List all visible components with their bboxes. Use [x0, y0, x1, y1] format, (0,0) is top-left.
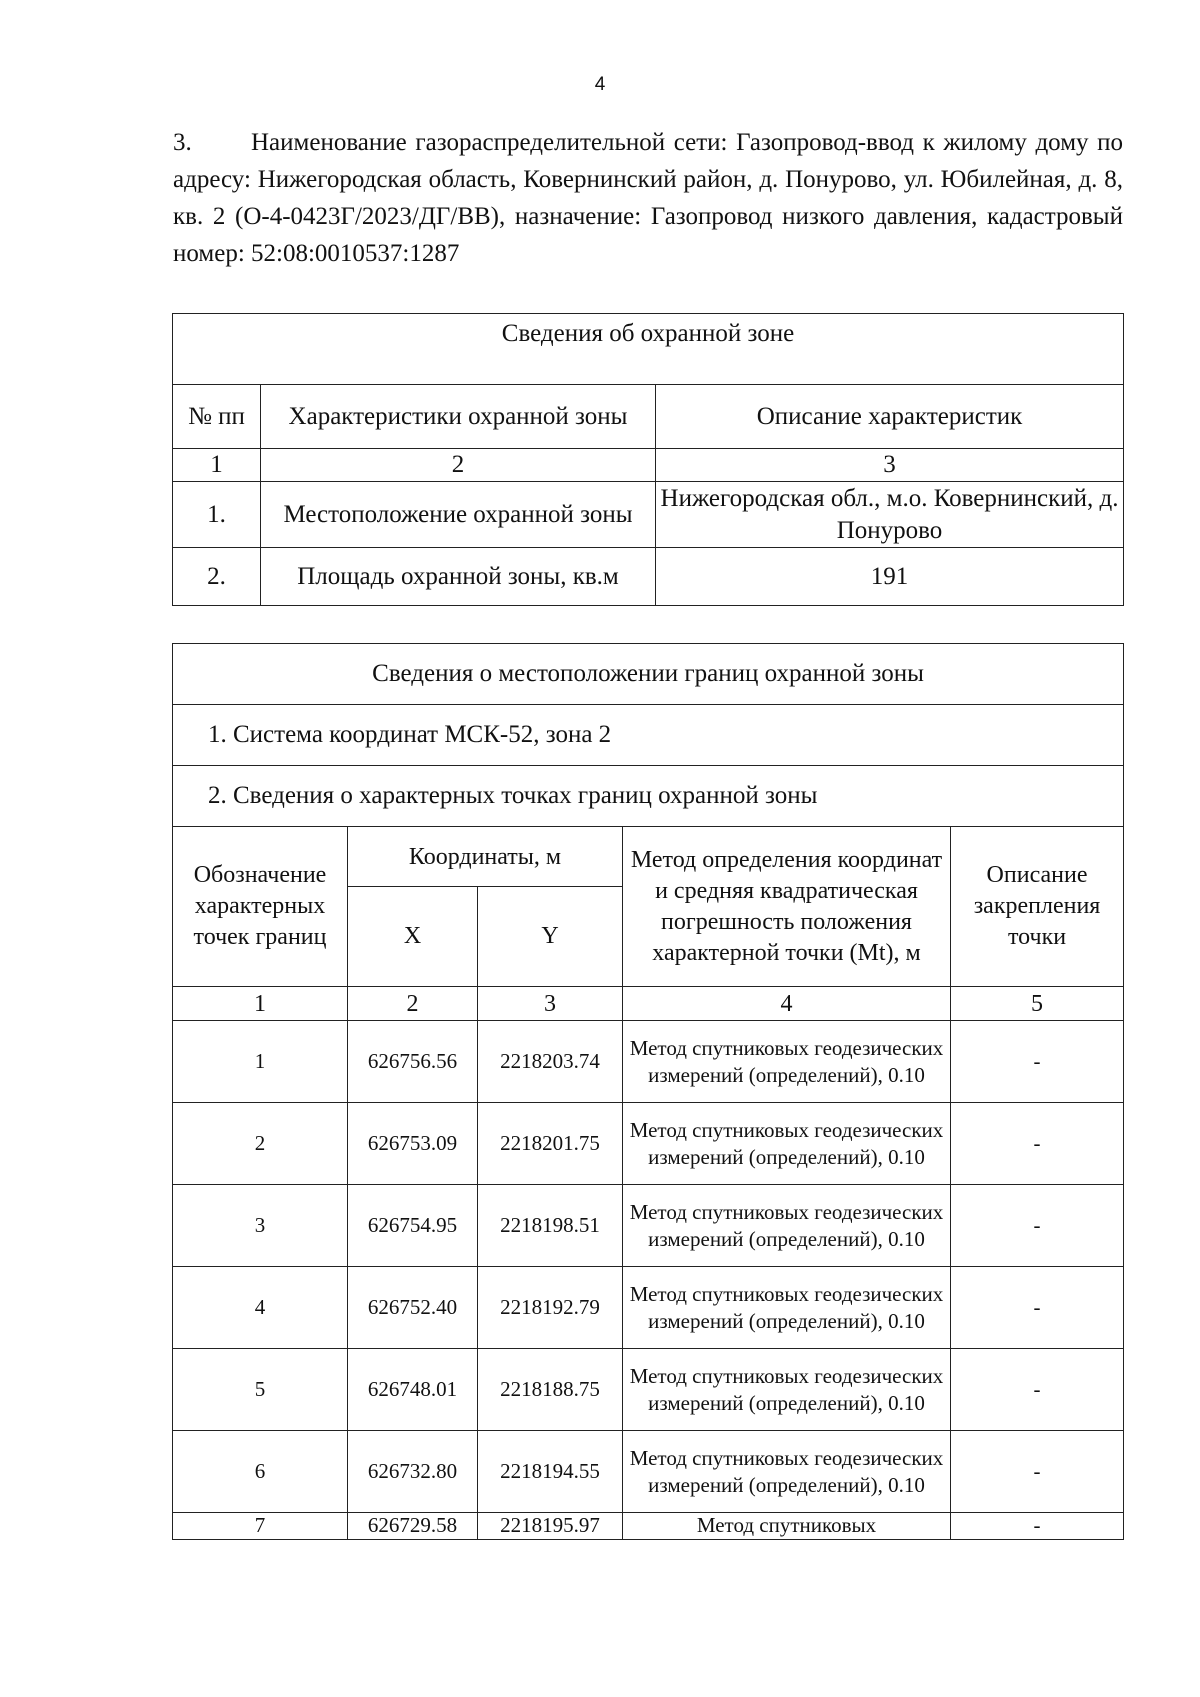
- point-id: 5: [173, 1349, 348, 1431]
- header-characteristic: Характеристики охранной зоны: [261, 385, 656, 449]
- point-id: 1: [173, 1021, 348, 1103]
- points-title-row: [173, 766, 1124, 827]
- header-x: X: [348, 887, 478, 987]
- point-x: 626753.09: [348, 1103, 478, 1185]
- section-number: 3.: [173, 129, 192, 156]
- row-number: 1.: [173, 482, 261, 548]
- point-fixing: -: [951, 1103, 1124, 1185]
- header-method: Метод определения координат и средняя квадратическая погрешность положения характерной точки (Mt), м: [623, 827, 951, 987]
- point-y: 2218195.97: [478, 1513, 623, 1540]
- point-fixing: -: [951, 1267, 1124, 1349]
- bounds-header-row: [173, 827, 1124, 887]
- point-y: 2218192.79: [478, 1267, 623, 1349]
- bounds-table-title: Сведения о местоположении границ охранной зоны: [173, 644, 1124, 705]
- point-method: Метод спутниковых геодезических измерений (определений), 0.10: [623, 1431, 951, 1513]
- header-y: Y: [478, 887, 623, 987]
- index-cell: 2: [261, 449, 656, 482]
- table-row: [173, 1021, 1124, 1103]
- point-id: 7: [173, 1513, 348, 1540]
- coordinate-system-row: [173, 705, 1124, 766]
- point-x: 626752.40: [348, 1267, 478, 1349]
- row-value: 191: [656, 548, 1124, 606]
- point-id: 2: [173, 1103, 348, 1185]
- point-fixing: -: [951, 1349, 1124, 1431]
- row-characteristic: Площадь охранной зоны, кв.м: [261, 548, 656, 606]
- point-fixing: -: [951, 1513, 1124, 1540]
- point-x: 626748.01: [348, 1349, 478, 1431]
- point-fixing: -: [951, 1185, 1124, 1267]
- index-cell: 5: [951, 987, 1124, 1021]
- row-number: 2.: [173, 548, 261, 606]
- points-section-title: 2. Сведения о характерных точках границ охранной зоны: [173, 766, 1124, 827]
- point-method: Метод спутниковых геодезических измерений (определений), 0.10: [623, 1103, 951, 1185]
- coordinate-system: 1. Система координат МСК-52, зона 2: [173, 705, 1124, 766]
- point-y: 2218203.74: [478, 1021, 623, 1103]
- bounds-index-row: [173, 987, 1124, 1021]
- index-cell: 3: [656, 449, 1124, 482]
- point-id: 3: [173, 1185, 348, 1267]
- table-row: [173, 1513, 1124, 1540]
- row-value: Нижегородская обл., м.о. Ковернинский, д. Понурово: [656, 482, 1124, 548]
- header-number: № пп: [173, 385, 261, 449]
- point-id: 4: [173, 1267, 348, 1349]
- zone-table-title: Сведения об охранной зоне: [173, 314, 1124, 385]
- table-row: [173, 482, 1124, 548]
- table-row: [173, 1103, 1124, 1185]
- page-number: 4: [594, 74, 606, 95]
- table-row: [173, 1431, 1124, 1513]
- point-id: 6: [173, 1431, 348, 1513]
- index-cell: 1: [173, 449, 261, 482]
- point-method: Метод спутниковых геодезических измерений (определений), 0.10: [623, 1267, 951, 1349]
- index-cell: 3: [478, 987, 623, 1021]
- table-row: [173, 1349, 1124, 1431]
- row-characteristic: Местоположение охранной зоны: [261, 482, 656, 548]
- point-method: Метод спутниковых геодезических измерений (определений), 0.10: [623, 1349, 951, 1431]
- table-row: [173, 1267, 1124, 1349]
- header-point: Обозначение характерных точек границ: [173, 827, 348, 987]
- point-fixing: -: [951, 1431, 1124, 1513]
- point-x: 626729.58: [348, 1513, 478, 1540]
- index-cell: 4: [623, 987, 951, 1021]
- zone-boundaries-table: [172, 643, 1124, 1540]
- zone-table-index-row: [173, 449, 1124, 482]
- point-y: 2218194.55: [478, 1431, 623, 1513]
- point-y: 2218198.51: [478, 1185, 623, 1267]
- section-intro: [173, 124, 1123, 272]
- zone-table-title-row: [173, 314, 1124, 385]
- point-method: Метод спутниковых геодезических измерений (определений), 0.10: [623, 1185, 951, 1267]
- header-coordinates: Координаты, м: [348, 827, 623, 887]
- point-method: Метод спутниковых геодезических измерений (определений), 0.10: [623, 1021, 951, 1103]
- bounds-title-row: [173, 644, 1124, 705]
- point-x: 626732.80: [348, 1431, 478, 1513]
- header-fixing: Описание закрепления точки: [951, 827, 1124, 987]
- point-fixing: -: [951, 1021, 1124, 1103]
- point-method: Метод спутниковых: [623, 1513, 951, 1540]
- index-cell: 2: [348, 987, 478, 1021]
- index-cell: 1: [173, 987, 348, 1021]
- point-y: 2218201.75: [478, 1103, 623, 1185]
- table-row: [173, 548, 1124, 606]
- point-x: 626756.56: [348, 1021, 478, 1103]
- protected-zone-table: [172, 313, 1124, 606]
- table-row: [173, 1185, 1124, 1267]
- point-x: 626754.95: [348, 1185, 478, 1267]
- section-text: Наименование газораспределительной сети: Газопровод-ввод к жилому дому по адресу: Нижегородская область, Ковернинский район, д. Понурово, ул. Юбилейная, д. 8, кв. 2 (О-4-0423Г/2023/ДГ/ВВ), назначение: Газопровод низкого давления, кадастровый номер: 52:08:0010537:1287: [173, 129, 1123, 267]
- point-y: 2218188.75: [478, 1349, 623, 1431]
- zone-table-header-row: [173, 385, 1124, 449]
- header-description: Описание характеристик: [656, 385, 1124, 449]
